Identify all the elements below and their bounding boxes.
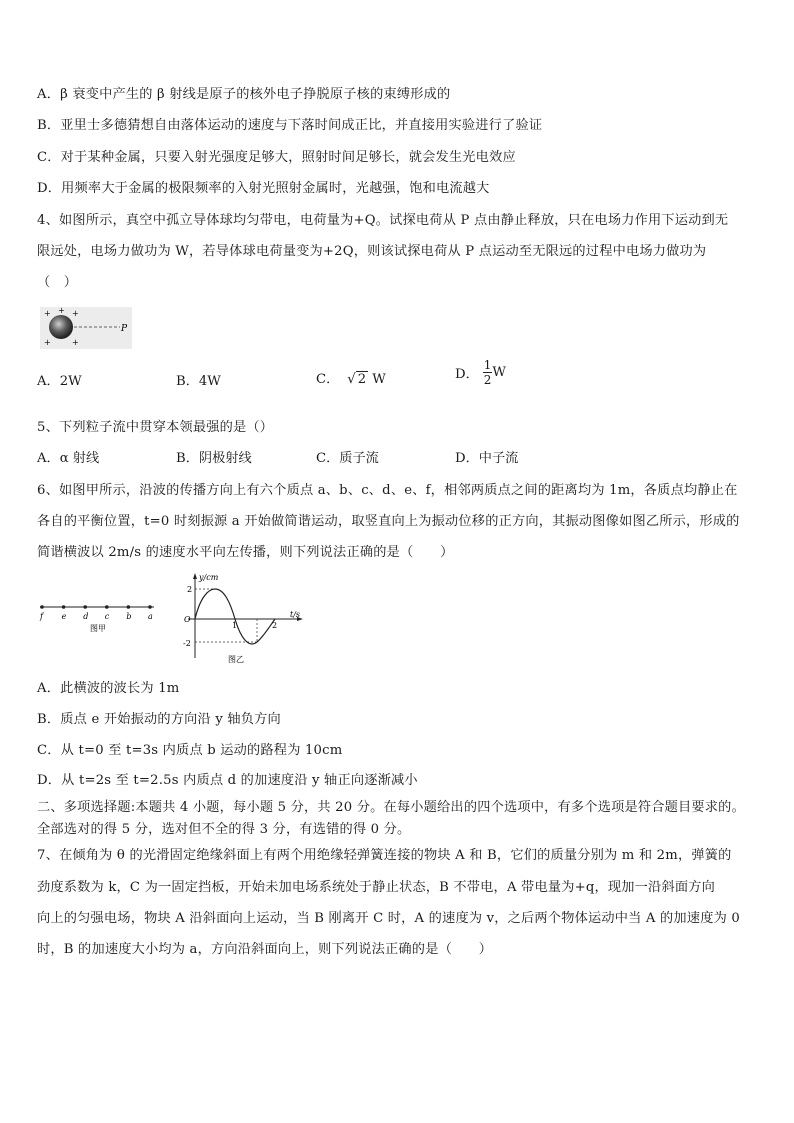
particle-point	[83, 605, 87, 609]
q5-option-a: A．α 射线	[37, 451, 100, 466]
q3-option-a: A．β 衰变中产生的 β 射线是原子的核外电子挣脱原子核的束缚形成的	[37, 87, 451, 102]
q6-figure-jia	[36, 598, 158, 634]
q4-option-c-radicand: 2	[357, 372, 367, 387]
particle-label: f	[40, 612, 43, 621]
fraction	[483, 358, 493, 387]
q5-stem: 5、下列粒子流中贯穿本领最强的是（）	[37, 420, 274, 435]
q3-option-c: C．对于某种金属，只要入射光强度足够大，照射时间足够长，就会发生光电效应	[37, 150, 516, 165]
sqrt-symbol: √ 2	[347, 372, 367, 387]
q4-option-d-suffix: W	[492, 365, 506, 380]
q6-option-c: C．从 t=0 至 t=3s 内质点 b 运动的路程为 10cm	[37, 743, 343, 758]
plus-sign: +	[58, 307, 65, 315]
q4-stem-line1: 4、如图所示，真空中孤立导体球均匀带电，电荷量为+Q。试探电荷从 P 点由静止释放，只在电场力作用下运动到无	[37, 213, 729, 228]
q4-option-c-prefix: C．	[316, 372, 340, 387]
q7-stem-line1: 7、在倾角为 θ 的光滑固定绝缘斜面上有两个用绝缘轻弹簧连接的物块 A 和 B，它们的质量分别为 m 和 2m，弹簧的	[37, 848, 732, 863]
particle-point	[127, 605, 131, 609]
point-p-label: P	[121, 324, 128, 334]
particle-label: a	[148, 612, 153, 621]
plus-sign: +	[72, 338, 79, 347]
q4-option-b: B．4W	[176, 374, 221, 389]
particle-point	[105, 605, 109, 609]
y-axis-arrow	[193, 573, 197, 579]
q3-option-b: B．亚里士多德猜想自由落体运动的速度与下落时间成正比，并直接用实验进行了验证	[37, 118, 543, 133]
x-axis-label: t/s	[290, 610, 301, 619]
y-tick-label: 2	[187, 585, 193, 594]
q6-stem-line1: 6、如图甲所示，沿波的传播方向上有六个质点 a、b、c、d、e、f，相邻两质点之间的距离均为 1m，各质点均静止在	[37, 483, 738, 498]
q7-stem-line4: 时，B 的加速度大小均为 a，方向沿斜面向上，则下列说法正确的是（ ）	[37, 942, 493, 957]
x-tick-label: 1	[232, 621, 238, 630]
plus-sign: +	[44, 338, 51, 347]
particle-point	[62, 605, 66, 609]
origin-label: O	[184, 615, 191, 624]
q6-stem-line2: 各自的平衡位置，t=0 时刻振源 a 开始做简谐运动，取竖直向上为振动位移的正方向，其振动图像如图乙所示，形成的	[37, 514, 740, 529]
q4-figure	[40, 307, 132, 349]
q4-stem-line2: 限远处，电场力做功为 W，若导体球电荷量变为+2Q，则该试探电荷从 P 点运动至无限远的过程中电场力做功为	[37, 244, 707, 259]
fraction-denominator: 2	[483, 373, 492, 387]
q6-option-d: D．从 t=2s 至 t=2.5s 内质点 d 的加速度沿 y 轴正向逐渐减小	[37, 773, 418, 788]
plus-sign: +	[44, 309, 51, 318]
q6-figure-yi	[180, 570, 310, 666]
q4-option-c	[316, 368, 386, 387]
q4-option-c-suffix: W	[372, 372, 386, 387]
particle-point	[40, 605, 44, 609]
q4-option-a: A．2W	[37, 374, 82, 389]
section-heading-line1: 二、多项选择题:本题共 4 小题，每小题 5 分，共 20 分。在每小题给出的四个选项中，有多个选项是符合题目要求的。	[37, 800, 745, 815]
y-axis-label: y/cm	[199, 573, 219, 582]
conductor-sphere	[49, 315, 73, 339]
charged-sphere-diagram	[40, 307, 132, 349]
y-tick-label: -2	[183, 639, 191, 648]
particle-label: d	[83, 612, 89, 621]
x-tick-label: 2	[272, 621, 278, 630]
particle-label: e	[61, 612, 67, 621]
q4-option-d	[455, 358, 506, 387]
q7-stem-line2: 劲度系数为 k，C 为一固定挡板，开始未加电场系统处于静止状态，B 不带电，A 带电量为+q，现加一沿斜面方向	[37, 880, 715, 895]
q7-stem-line3: 向上的匀强电场，物块 A 沿斜面向上运动，当 B 刚离开 C 时，A 的速度为 v，之后两个物体运动中当 A 的加速度为 0	[37, 911, 740, 926]
particle-point	[148, 605, 152, 609]
q5-option-b: B．阴极射线	[176, 451, 252, 466]
q6-option-b: B．质点 e 开始振动的方向沿 y 轴负方向	[37, 712, 281, 727]
particle-label: b	[126, 612, 132, 621]
q3-option-d: D．用频率大于金属的极限频率的入射光照射金属时，光越强，饱和电流越大	[37, 181, 490, 196]
q4-answer-paren: （ ）	[37, 275, 78, 290]
figure-caption-yi: 图乙	[228, 655, 244, 664]
particle-label: c	[104, 612, 110, 621]
q5-option-d: D．中子流	[455, 451, 519, 466]
q4-option-d-prefix: D．	[455, 367, 479, 382]
q6-stem-line3: 简谐横波以 2m/s 的速度水平向左传播，则下列说法正确的是（ ）	[37, 545, 454, 560]
plus-sign: +	[72, 309, 79, 318]
sine-wave-curve	[195, 589, 278, 644]
q5-option-c: C．质子流	[316, 451, 379, 466]
section-heading-line2: 全部选对的得 5 分，选对但不全的得 3 分，有选错的得 0 分。	[37, 822, 411, 837]
fraction-numerator: 1	[483, 358, 492, 372]
figure-caption-jia: 图甲	[90, 624, 106, 633]
q6-option-a: A．此横波的波长为 1m	[37, 681, 180, 696]
